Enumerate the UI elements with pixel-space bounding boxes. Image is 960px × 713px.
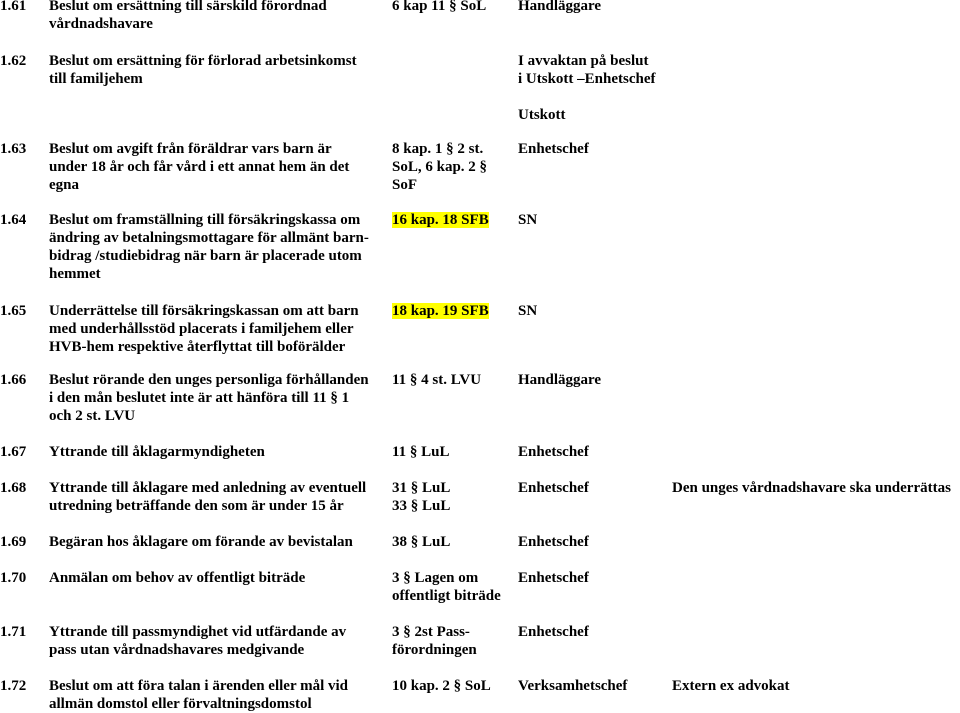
remark: Extern ex advokat: [672, 678, 790, 694]
description-line: Beslut om framställning till försäkringskassa om: [49, 212, 361, 228]
item-number: 1.70: [0, 570, 27, 586]
legal-reference: [392, 443, 514, 461]
item-number: 1.62: [0, 53, 27, 69]
description-line: Begäran hos åklagare om förande av bevistalan: [49, 534, 353, 550]
description-line: under 18 år och får vård i ett annat hem än det: [49, 159, 350, 175]
delegate-line: SN: [518, 303, 538, 319]
description-line: ändring av betalningsmottagare för allmänt barn-: [49, 230, 369, 246]
delegate: [518, 0, 668, 15]
description-line: och 2 st. LVU: [49, 408, 136, 424]
law-line: förordningen: [392, 642, 477, 658]
law-line: 31 § LuL: [392, 480, 451, 496]
delegate-line: Enhetschef: [518, 444, 589, 460]
legal-reference: [392, 211, 514, 229]
item-description: [49, 140, 384, 194]
remark: Den unges vårdnadshavare ska underrättas: [672, 480, 951, 496]
delegate-line: Enhetschef: [518, 480, 589, 496]
delegate: [518, 52, 668, 124]
item-number: 1.63: [0, 141, 27, 157]
description-line: bidrag /studiebidrag när barn är placerade utom: [49, 248, 362, 264]
delegate-line: Enhetschef: [518, 141, 589, 157]
delegate: [518, 302, 668, 320]
law-line: 33 § LuL: [392, 498, 451, 514]
item-number: 1.64: [0, 212, 27, 228]
item-number: 1.65: [0, 303, 27, 319]
description-line: till familjehem: [49, 71, 143, 87]
delegate-line: Handläggare: [518, 372, 602, 388]
law-line: 3 § Lagen om: [392, 570, 479, 586]
delegate-line: Handläggare: [518, 0, 602, 14]
law-line: SoL, 6 kap. 2 §: [392, 159, 488, 175]
item-description: [49, 0, 384, 33]
delegate: [518, 211, 668, 229]
item-number: 1.61: [0, 0, 27, 14]
description-line: i den mån beslutet inte är att hänföra till 11 § 1: [49, 390, 350, 406]
delegate: [518, 140, 668, 158]
delegate-line: SN: [518, 212, 538, 228]
delegate: [518, 677, 668, 695]
description-line: utredning beträffande den som är under 15 år: [49, 498, 344, 514]
description-line: Beslut om ersättning för förlorad arbetsinkomst: [49, 53, 357, 69]
item-description: [49, 371, 384, 425]
delegate-line: i Utskott –Enhetschef: [518, 71, 656, 87]
item-number: 1.66: [0, 372, 27, 388]
legal-reference: [392, 623, 514, 659]
law-line: 38 § LuL: [392, 534, 451, 550]
description-line: Anmälan om behov av offentligt biträde: [49, 570, 306, 586]
legal-reference: [392, 302, 514, 320]
law-line: 8 kap. 1 § 2 st.: [392, 141, 484, 157]
description-line: allmän domstol eller förvaltningsdomstol: [49, 696, 312, 712]
item-number: 1.71: [0, 624, 27, 640]
description-line: Yttrande till åklagare med anledning av eventuell: [49, 480, 367, 496]
legal-reference: [392, 371, 514, 389]
delegate-line: Enhetschef: [518, 534, 589, 550]
law-line: 10 kap. 2 § SoL: [392, 678, 491, 694]
description-line: vårdnadshavare: [49, 16, 153, 32]
delegate-line: Utskott: [518, 107, 566, 123]
delegate: [518, 623, 668, 641]
legal-reference: [392, 533, 514, 551]
delegate-line: Verksamhetschef: [518, 678, 628, 694]
law-line: 3 § 2st Pass-: [392, 624, 470, 640]
delegate-line: Enhetschef: [518, 624, 589, 640]
description-line: pass utan vårdnadshavares medgivande: [49, 642, 305, 658]
delegate-line: Enhetschef: [518, 570, 589, 586]
legal-reference: [392, 479, 514, 515]
law-line: SoF: [392, 177, 418, 193]
highlighted-law: 18 kap. 19 SFB: [392, 303, 489, 319]
highlighted-law: 16 kap. 18 SFB: [392, 212, 489, 228]
item-description: [49, 302, 384, 356]
law-line: 11 § 4 st. LVU: [392, 372, 482, 388]
item-description: [49, 443, 384, 461]
legal-reference: [392, 0, 514, 15]
item-description: [49, 211, 384, 283]
description-line: egna: [49, 177, 79, 193]
legal-reference: [392, 140, 514, 194]
item-number: 1.72: [0, 678, 27, 694]
item-number: 1.67: [0, 444, 27, 460]
item-description: [49, 677, 384, 713]
item-description: [49, 52, 384, 88]
item-number: 1.68: [0, 480, 27, 496]
legal-reference: [392, 677, 514, 695]
description-line: Underrättelse till försäkringskassan om att barn: [49, 303, 359, 319]
description-line: Beslut rörande den unges personliga förhållanden: [49, 372, 369, 388]
law-line: offentligt biträde: [392, 588, 501, 604]
law-line: 6 kap 11 § SoL: [392, 0, 487, 14]
legal-reference: [392, 569, 514, 605]
description-line: Yttrande till åklagarmyndigheten: [49, 444, 265, 460]
law-line: 11 § LuL: [392, 444, 450, 460]
description-line: Beslut om ersättning till särskild förordnad: [49, 0, 327, 14]
delegate: [518, 569, 668, 587]
item-number: 1.69: [0, 534, 27, 550]
item-description: [49, 479, 384, 515]
description-line: hemmet: [49, 266, 101, 282]
item-description: [49, 569, 384, 587]
delegate: [518, 533, 668, 551]
delegate: [518, 443, 668, 461]
item-description: [49, 623, 384, 659]
description-line: HVB-hem respektive återflyttat till boförälder: [49, 339, 346, 355]
description-line: Yttrande till passmyndighet vid utfärdande av: [49, 624, 347, 640]
description-line: Beslut om avgift från föräldrar vars barn är: [49, 141, 332, 157]
description-line: Beslut om att föra talan i ärenden eller mål vid: [49, 678, 349, 694]
delegate-line: I avvaktan på beslut: [518, 53, 649, 69]
delegate: [518, 479, 668, 497]
delegate: [518, 371, 668, 389]
item-description: [49, 533, 384, 551]
delegate-line-spacer: [518, 88, 668, 106]
description-line: med underhållsstöd placerats i familjehem eller: [49, 321, 354, 337]
